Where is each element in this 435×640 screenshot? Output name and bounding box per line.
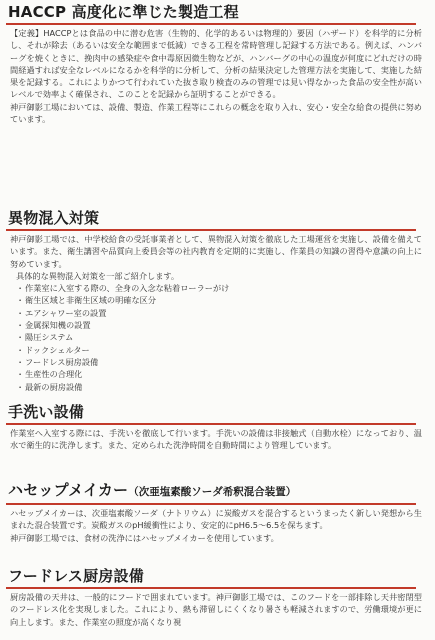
list-item (16, 331, 426, 343)
paragraph: 神戸御影工場では、食材の洗浄にはハセップメイカーを使用しています。 (10, 532, 279, 543)
bullet-icon: ・ (16, 332, 25, 343)
bullet-icon: ・ (16, 320, 25, 331)
section-contamination (6, 208, 426, 393)
list-item-text: 衛生区域と非衛生区域の明確な区分 (25, 295, 157, 306)
heading-rule (6, 503, 416, 505)
bullet-icon: ・ (16, 307, 25, 318)
countermeasure-list (6, 282, 426, 393)
section-handwash (6, 402, 426, 452)
section-heading: 異物混入対策 (8, 209, 100, 227)
section-body (10, 427, 422, 452)
list-item (16, 356, 426, 368)
heading-rule (6, 23, 416, 25)
bullet-icon: ・ (16, 356, 25, 367)
section-heading (6, 480, 426, 502)
section-body (10, 591, 422, 628)
list-item-text: 金属探知機の設置 (25, 320, 91, 331)
heading-rule (6, 229, 416, 231)
list-item-text: エアシャワー室の設置 (25, 307, 107, 318)
heading-rule (6, 423, 416, 425)
section-hasep-maker (6, 480, 426, 544)
section-body (10, 507, 422, 544)
bullet-icon: ・ (16, 381, 25, 392)
paragraph: 作業室へ入室する際には、手洗いを徹底して行います。手洗いの設備は非接触式（自動水栓）になっており、温水で衛生的に洗浄します。また、定められた洗浄時間を自動時間により管理しています。 (10, 428, 422, 451)
list-item-text: 生産性の合理化 (25, 369, 83, 380)
list-intro: 具体的な異物混入対策を一部ご紹介します。 (16, 270, 180, 281)
list-item-text: 作業室に入室する際の、全身の入念な粘着ローラーがけ (25, 283, 230, 294)
heading-sub: （次亜塩素酸ソーダ希釈混合装置） (128, 486, 297, 498)
paragraph: 神戸御影工場においては、設備、製造、作業工程等にこれらの概念を取り入れ、安心・安全な給食の提供に努めています。 (10, 101, 422, 125)
paragraph: 【定義】HACCPとは食品の中に潜む危害（生物的、化学的あるいは物理的）要因（ハザード）を科学的に分析し、それが除去（あるいは安全な範囲まで低減）できる工程を常時管理し記録する方法である。例えば、ハンバーグを焼くときに、挽肉中の感染症や食中毒原因微生物などが、ハンバーグの中心の温度が何度にどれだけの時間経過すれば安全なレベルになるかを科学的に分析して、分析の結果決定した管理方法を実施して、実施した結果を記録する。これによりかつて行われていた抜き取り検査のみの管理では見い得なかった食品の安全性が高いレベルで効率よく確保され、このことを記録から証明することができる。 (10, 28, 422, 100)
list-item (16, 368, 426, 380)
section-heading: フードレス厨房設備 (8, 567, 144, 585)
list-item (16, 294, 426, 306)
bullet-icon: ・ (16, 295, 25, 306)
heading-rule (6, 587, 416, 589)
section-body (10, 233, 422, 282)
paragraph: ハセップメイカーは、次亜塩素酸ソーダ（ナトリウム）に炭酸ガスを混合するというまったく新しい発想から生まれた混合装置です。炭酸ガスのpH緩衝性により、安定的にpH6.5〜6.5を保ちます。 (10, 508, 422, 531)
list-item-text: 陽圧システム (25, 332, 74, 343)
list-item (16, 282, 426, 294)
bullet-icon: ・ (16, 369, 25, 380)
list-item (16, 307, 426, 319)
section-heading: 手洗い設備 (8, 403, 85, 421)
bullet-icon: ・ (16, 344, 25, 355)
heading-main: ハセップメイカー (8, 481, 129, 499)
paragraph: 厨房設備の天井は、一般的にフードで囲まれています。神戸御影工場では、このフードを一部排除し天井密閉型のフードレス化を実現しました。これにより、熱も滞留しにくくなり暑さも軽減されますので、労働環境が更に向上します。また、作業室の照度が高くなり視 (10, 592, 422, 627)
list-item-text: 最新の厨房設備 (25, 381, 83, 392)
section-heading: HACCP 高度化に準じた製造工程 (8, 3, 239, 21)
list-item (16, 319, 426, 331)
section-foodless-kitchen (6, 566, 426, 628)
list-item (16, 381, 426, 393)
bullet-icon: ・ (16, 283, 25, 294)
section-body (10, 27, 422, 125)
list-item-text: フードレス厨房設備 (25, 356, 99, 367)
section-haccp (6, 2, 426, 125)
paragraph: 神戸御影工場では、中学校給食の受託事業者として、異物混入対策を徹底した工場運営を実施し、設備を備えています。また、衛生講習や品質向上委員会等の社内教育を定期的に実施し、作業員の知識の習得や意識の向上に努めています。 (10, 234, 422, 269)
list-item (16, 344, 426, 356)
list-item-text: ドックシェルター (25, 344, 90, 355)
